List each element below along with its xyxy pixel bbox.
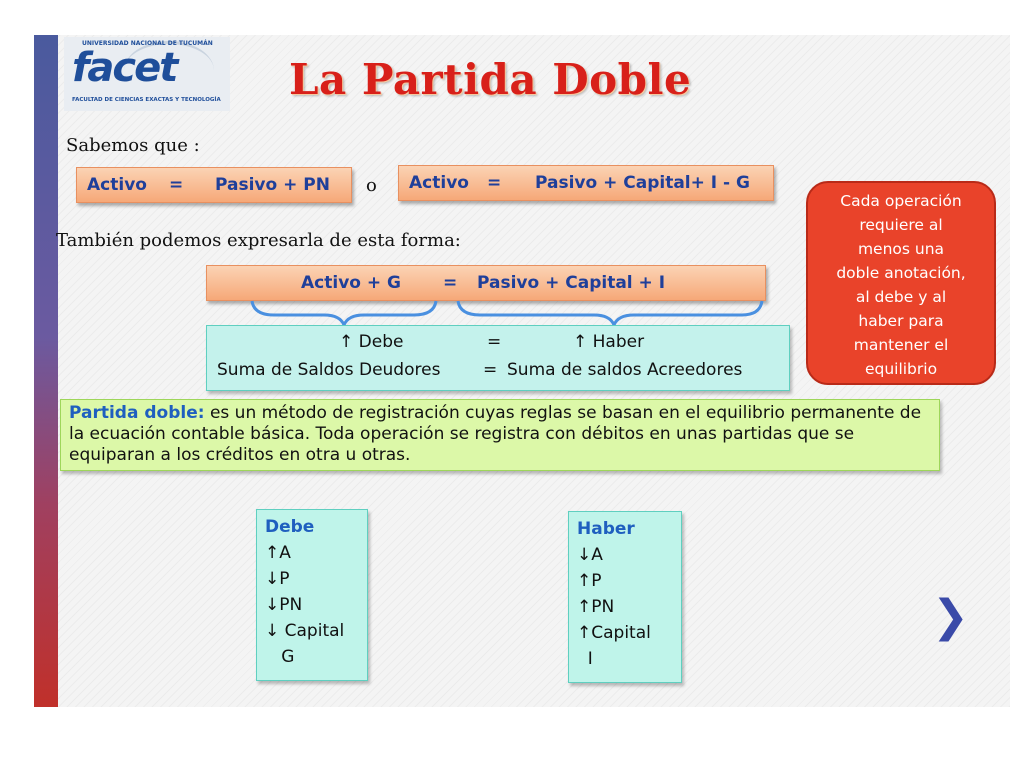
note-line: al debe y al [855, 288, 947, 306]
note-line: haber para [858, 312, 944, 330]
eq1-op: = [169, 175, 184, 195]
haber-item: ↑P [577, 571, 602, 591]
balance-op-2: = [483, 360, 498, 380]
brace-right [458, 301, 762, 325]
note-line: Cada operación [840, 192, 962, 210]
note-line: requiere al [859, 216, 943, 234]
debe-item: ↑A [265, 543, 291, 563]
note-line: mantener el [853, 336, 949, 354]
eq2-op: = [487, 173, 502, 193]
eq1-right: Pasivo + PN [215, 175, 330, 195]
haber-item: ↑PN [577, 597, 615, 617]
haber-box [568, 511, 682, 683]
eq3-op: = [443, 273, 458, 293]
slide-title: La Partida Doble [289, 55, 692, 104]
balance-deudores: Suma de Saldos Deudores [217, 360, 441, 380]
logo-university: UNIVERSIDAD NACIONAL DE TUCUMÁN [82, 40, 213, 47]
debe-item: ↓P [265, 569, 290, 589]
definition-box [60, 399, 940, 471]
balance-haber: ↑ Haber [573, 332, 645, 352]
balance-op-1: = [487, 332, 502, 352]
balance-box [206, 325, 790, 391]
haber-item: I [577, 649, 593, 669]
debe-item: ↓PN [265, 595, 303, 615]
slide [34, 35, 1010, 707]
logo-faculty: FACULTAD DE CIENCIAS EXACTAS Y TECNOLOGÍA [72, 97, 221, 103]
debe-item: G [265, 647, 295, 667]
note-line: doble anotación, [836, 264, 966, 282]
haber-item: ↑Capital [577, 623, 651, 643]
intro-text: Sabemos que : [66, 135, 200, 156]
also-text: También podemos expresarla de esta forma: [56, 230, 461, 251]
eq3-left: Activo + G [301, 273, 401, 293]
eq2-left: Activo [409, 173, 469, 193]
brace-left [252, 301, 436, 325]
debe-item: ↓ Capital [265, 621, 345, 641]
logo-wordmark: facet [72, 45, 177, 91]
or-text: o [366, 175, 377, 196]
eq2-right: Pasivo + Capital+ I - G [535, 173, 750, 193]
eq1-left: Activo [87, 175, 147, 195]
next-slide-arrow-icon[interactable]: ❯ [932, 591, 969, 642]
haber-item: ↓A [577, 545, 603, 565]
debe-box [256, 509, 368, 681]
note-box [806, 181, 996, 385]
definition-lead: Partida doble: [69, 403, 205, 423]
definition-text: es un método de registración cuyas reglas se basan en el equilibrio permanente de la ecuación contable básica. Toda operación se registra con débitos en unas partidas que se equiparan a los créditos en otra u otras. [69, 403, 922, 465]
balance-debe: ↑ Debe [339, 332, 404, 352]
haber-title: Haber [577, 519, 635, 539]
note-line: equilibrio [864, 360, 938, 378]
balance-acreedores: Suma de saldos Acreedores [507, 360, 743, 380]
debe-title: Debe [265, 517, 315, 537]
eq3-right: Pasivo + Capital + I [477, 273, 666, 293]
note-line: menos una [857, 240, 945, 258]
